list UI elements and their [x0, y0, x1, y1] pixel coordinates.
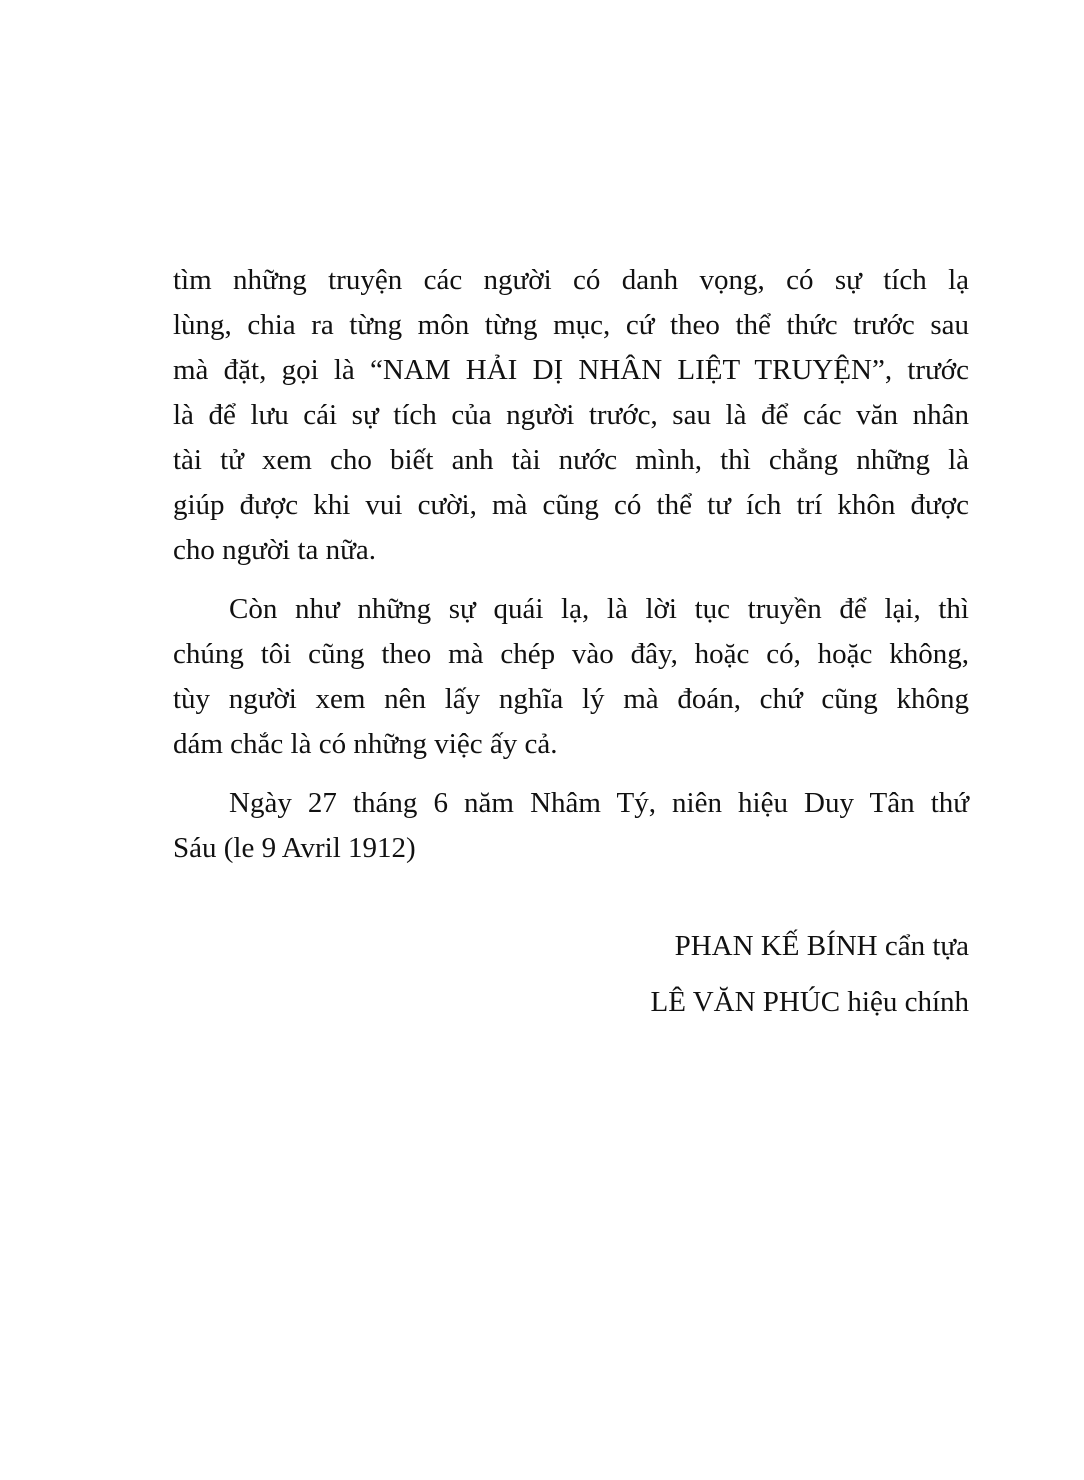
- date-line: Sáu (le 9 Avril 1912): [173, 832, 416, 864]
- text-line: tìm những truyện các người có danh vọng, có sự tích lạ: [173, 264, 969, 296]
- paragraph-spacer: [173, 767, 969, 781]
- text-line: chúng tôi cũng theo mà chép vào đây, hoặc có, hoặc không,: [173, 638, 969, 670]
- text-line: mà đặt, gọi là “NAM HẢI DỊ NHÂN LIỆT TRUYỆN”, trước: [173, 354, 969, 386]
- paragraph-intro: [173, 258, 969, 573]
- paragraph-legends: [173, 587, 969, 767]
- paragraph-date: [173, 781, 969, 871]
- date-line: Ngày 27 tháng 6 năm Nhâm Tý, niên hiệu Duy Tân thứ: [229, 787, 969, 819]
- text-line: giúp được khi vui cười, mà cũng có thể tư ích trí khôn được: [173, 489, 969, 521]
- paragraph-spacer: [173, 573, 969, 587]
- body-text: [173, 258, 969, 871]
- text-line: dám chắc là có những việc ấy cả.: [173, 728, 558, 760]
- text-line: lùng, chia ra từng môn từng mục, cứ theo thể thức trước sau: [173, 309, 969, 341]
- text-line: là để lưu cái sự tích của người trước, sau là để các văn nhân: [173, 399, 969, 431]
- text-line: Còn như những sự quái lạ, là lời tục truyền để lại, thì: [229, 593, 969, 625]
- text-line: cho người ta nữa.: [173, 534, 376, 566]
- text-line: tài tử xem cho biết anh tài nước mình, thì chẳng những là: [173, 444, 969, 476]
- author-signature: PHAN KẾ BÍNH cẩn tựa: [674, 930, 969, 962]
- editor-signature: LÊ VĂN PHÚC hiệu chính: [650, 986, 969, 1018]
- text-line: tùy người xem nên lấy nghĩa lý mà đoán, chứ cũng không: [173, 683, 969, 715]
- signature-block: [651, 918, 969, 1030]
